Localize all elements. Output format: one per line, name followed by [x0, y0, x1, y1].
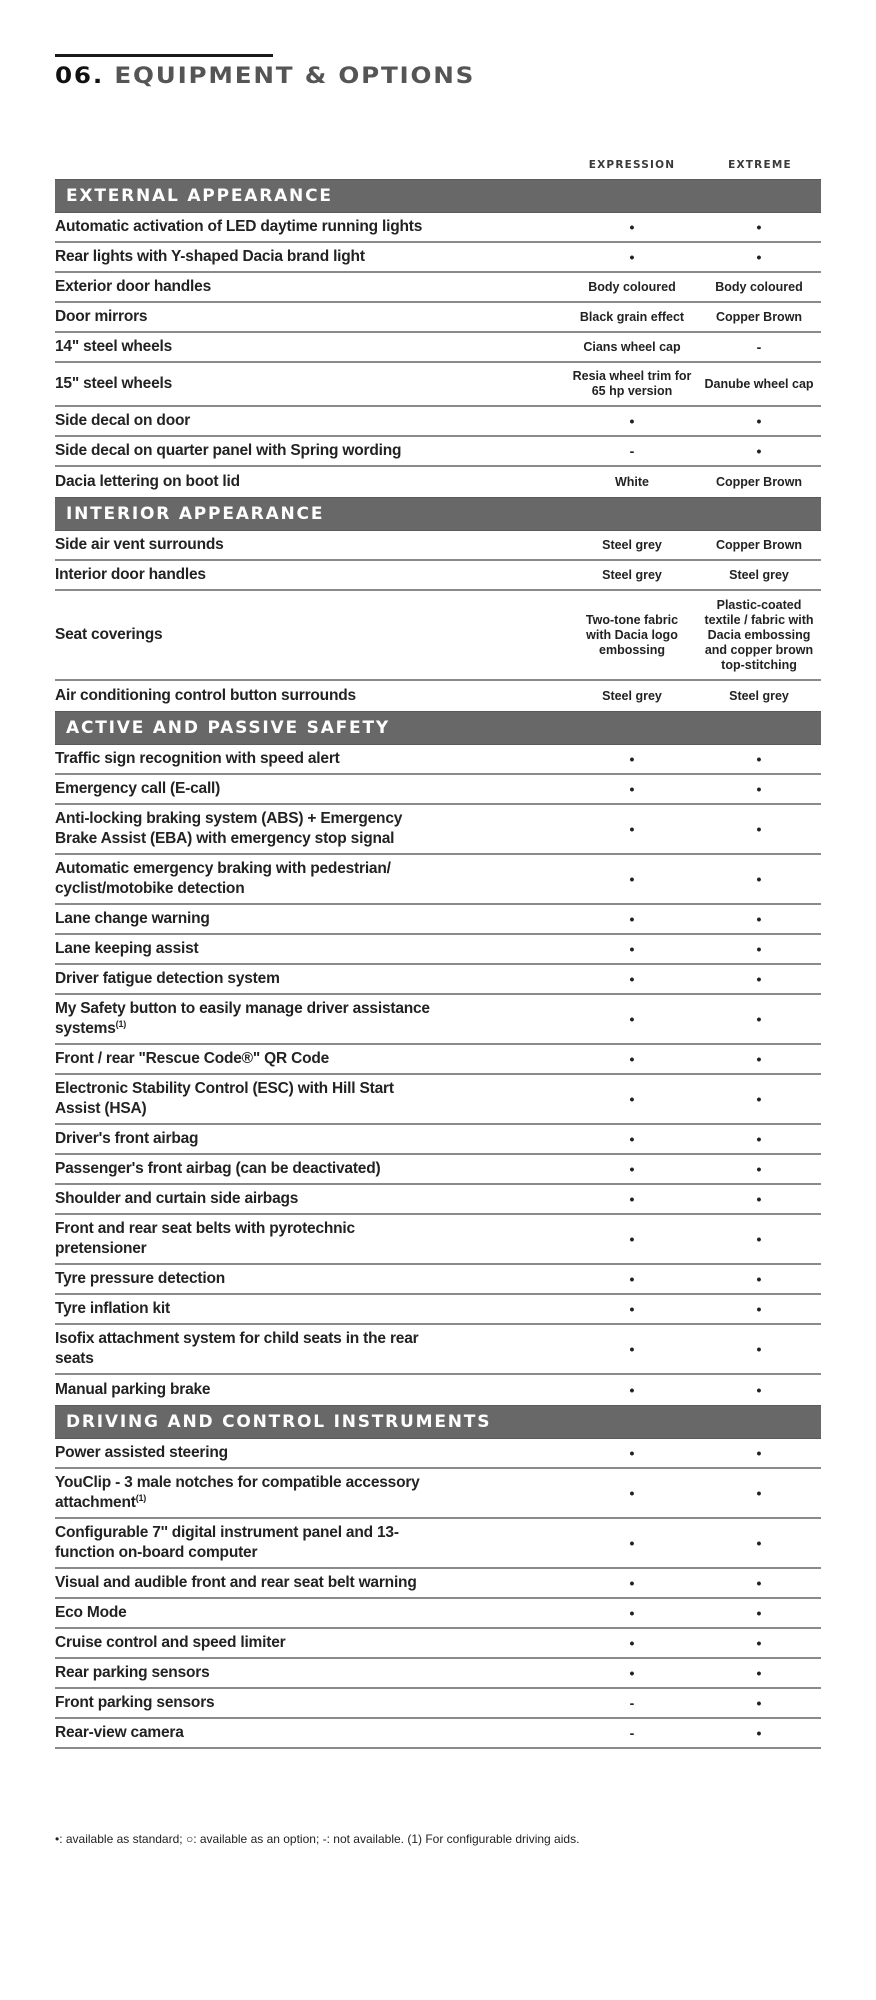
- section-number: 06.: [55, 64, 105, 89]
- row-label: Side decal on door: [55, 412, 191, 429]
- table-row: [55, 1629, 821, 1659]
- table-row: [55, 243, 821, 273]
- extreme-value: •: [756, 1160, 762, 1177]
- extreme-value: •: [756, 1300, 762, 1317]
- expression-value: Body coloured: [588, 279, 676, 294]
- expression-value: •: [629, 248, 635, 265]
- table-row: [55, 905, 821, 935]
- expression-value: Black grain effect: [579, 309, 685, 324]
- table-row: [55, 531, 821, 561]
- row-label: Shoulder and curtain side airbags: [55, 1190, 299, 1207]
- expression-value: •: [629, 780, 635, 797]
- row-label: Passenger's front airbag (can be deactivated): [55, 1160, 381, 1177]
- expression-value: •: [629, 1664, 635, 1681]
- expression-value: Cians wheel cap: [583, 339, 681, 354]
- table-row: [55, 437, 821, 467]
- legend-footnote: •: available as standard; ○: available as an option; -: not available. (1) For configurable driving aids.: [55, 1832, 580, 1846]
- extreme-value: Plastic-coated textile / fabric with Dacia embossing and copper brown top-stitching: [704, 597, 814, 672]
- table-row: [55, 1295, 821, 1325]
- expression-value: -: [629, 1694, 635, 1711]
- row-label: Cruise control and speed limiter: [55, 1634, 286, 1651]
- row-label: 14" steel wheels: [55, 338, 173, 355]
- expression-value: •: [629, 1574, 635, 1591]
- extreme-value: •: [756, 1230, 762, 1247]
- row-label: Dacia lettering on boot lid: [55, 473, 240, 490]
- row-label: Front parking sensors: [55, 1694, 215, 1711]
- expression-value: •: [629, 910, 635, 927]
- extreme-value: •: [756, 1484, 762, 1501]
- row-label: Configurable 7'' digital instrument panel and 13-function on-board computer: [55, 1524, 399, 1561]
- expression-value: •: [629, 1230, 635, 1247]
- table-row: [55, 1519, 821, 1569]
- expression-value: •: [629, 870, 635, 887]
- table-row: [55, 1719, 821, 1749]
- table-row: [55, 213, 821, 243]
- extreme-value: •: [756, 1604, 762, 1621]
- expression-value: •: [629, 218, 635, 235]
- row-label: Exterior door handles: [55, 278, 211, 295]
- extreme-value: -: [756, 338, 762, 355]
- expression-value: Steel grey: [602, 537, 662, 552]
- extreme-value: •: [756, 1090, 762, 1107]
- table-row: [55, 935, 821, 965]
- extreme-value: •: [756, 1634, 762, 1651]
- row-label: Interior door handles: [55, 566, 206, 583]
- row-label: Driver fatigue detection system: [55, 970, 280, 987]
- page-title: [55, 64, 475, 89]
- row-label: Front / rear "Rescue Code®" QR Code: [55, 1050, 330, 1067]
- row-label: Visual and audible front and rear seat belt warning: [55, 1574, 417, 1591]
- section-header-interior-appearance: INTERIOR APPEARANCE: [55, 497, 821, 531]
- table-row: [55, 303, 821, 333]
- row-label: Tyre pressure detection: [55, 1270, 225, 1287]
- row-label: Tyre inflation kit: [55, 1300, 170, 1317]
- extreme-value: Copper Brown: [715, 309, 803, 324]
- expression-value: •: [629, 1534, 635, 1551]
- table-row: [55, 1439, 821, 1469]
- section-header-active-passive-safety: ACTIVE AND PASSIVE SAFETY: [55, 711, 821, 745]
- table-row: [55, 1375, 821, 1405]
- expression-value: White: [614, 474, 650, 489]
- row-label: Door mirrors: [55, 308, 148, 325]
- row-label: Anti-locking braking system (ABS) + Emergency Brake Assist (EBA) with emergency stop signal: [55, 810, 403, 847]
- expression-value: -: [629, 1724, 635, 1741]
- extreme-value: •: [756, 1340, 762, 1357]
- extreme-value: •: [756, 870, 762, 887]
- expression-value: Two-tone fabric with Dacia logo embossing: [585, 612, 679, 657]
- table-row: [55, 1599, 821, 1629]
- extreme-value: •: [756, 412, 762, 429]
- table-row: [55, 1215, 821, 1265]
- expression-value: Steel grey: [602, 688, 662, 703]
- expression-value: •: [629, 1270, 635, 1287]
- extreme-value: •: [756, 1724, 762, 1741]
- row-label: Manual parking brake: [55, 1381, 211, 1398]
- table-row: [55, 1325, 821, 1375]
- table-row: [55, 775, 821, 805]
- footnote-ref: (1): [115, 1018, 127, 1029]
- table-row: [55, 1125, 821, 1155]
- expression-value: •: [629, 1050, 635, 1067]
- expression-value: •: [629, 1130, 635, 1147]
- expression-value: •: [629, 940, 635, 957]
- row-label: Side air vent surrounds: [55, 536, 224, 553]
- section-title: EQUIPMENT & OPTIONS: [114, 64, 476, 89]
- expression-value: •: [629, 1604, 635, 1621]
- row-label: Front and rear seat belts with pyrotechnic pretensioner: [55, 1220, 355, 1257]
- extreme-value: •: [756, 820, 762, 837]
- table-row: [55, 591, 821, 681]
- expression-value: •: [629, 1010, 635, 1027]
- row-label: Driver's front airbag: [55, 1130, 199, 1147]
- extreme-value: •: [756, 1534, 762, 1551]
- table-row: [55, 965, 821, 995]
- table-row: [55, 745, 821, 775]
- extreme-value: •: [756, 1381, 762, 1398]
- row-label: Automatic emergency braking with pedestrian/ cyclist/motobike detection: [55, 860, 391, 897]
- expression-value: •: [629, 1381, 635, 1398]
- extreme-value: •: [756, 1010, 762, 1027]
- expression-value: •: [629, 1340, 635, 1357]
- table-row: [55, 1155, 821, 1185]
- extreme-value: •: [756, 1190, 762, 1207]
- extreme-value: •: [756, 1270, 762, 1287]
- table-row: [55, 333, 821, 363]
- table-row: [55, 1569, 821, 1599]
- section-header-driving-control-instruments: DRIVING AND CONTROL INSTRUMENTS: [55, 1405, 821, 1439]
- expression-value: •: [629, 1484, 635, 1501]
- table-row: [55, 1265, 821, 1295]
- table-row: [55, 273, 821, 303]
- extreme-value: Copper Brown: [715, 474, 803, 489]
- row-label: Rear-view camera: [55, 1724, 184, 1741]
- extreme-value: •: [756, 1130, 762, 1147]
- row-label: Isofix attachment system for child seats in the rear seats: [55, 1330, 419, 1367]
- row-label: Eco Mode: [55, 1604, 127, 1621]
- row-label: Emergency call (E-call): [55, 780, 221, 797]
- expression-value: •: [629, 1190, 635, 1207]
- extreme-value: Steel grey: [729, 567, 789, 582]
- row-label: Traffic sign recognition with speed alert: [55, 750, 340, 767]
- row-label: Rear lights with Y-shaped Dacia brand light: [55, 248, 365, 265]
- table-row: [55, 681, 821, 711]
- table-row: [55, 561, 821, 591]
- expression-value: •: [629, 1160, 635, 1177]
- footnote-ref: (1): [135, 1492, 147, 1503]
- extreme-value: •: [756, 1574, 762, 1591]
- extreme-value: •: [756, 442, 762, 459]
- extreme-value: •: [756, 910, 762, 927]
- extreme-value: •: [756, 1664, 762, 1681]
- table-row: [55, 407, 821, 437]
- column-header-extreme: EXTREME: [728, 159, 792, 171]
- row-label: Air conditioning control button surrounds: [55, 687, 356, 704]
- table-row: [55, 1045, 821, 1075]
- expression-value: •: [629, 750, 635, 767]
- table-row: [55, 1659, 821, 1689]
- extreme-value: •: [756, 1444, 762, 1461]
- extreme-value: Body coloured: [715, 279, 803, 294]
- expression-value: •: [629, 412, 635, 429]
- row-label-text: My Safety button to easily manage driver assistance systems: [55, 1000, 430, 1037]
- expression-value: •: [629, 970, 635, 987]
- extreme-value: Danube wheel cap: [704, 376, 814, 391]
- row-label: Electronic Stability Control (ESC) with Hill Start Assist (HSA): [55, 1080, 394, 1117]
- expression-value: •: [629, 1300, 635, 1317]
- table-row: [55, 1689, 821, 1719]
- extreme-value: Steel grey: [729, 688, 789, 703]
- extreme-value: •: [756, 1694, 762, 1711]
- extreme-value: •: [756, 970, 762, 987]
- table-row: [55, 995, 821, 1045]
- expression-value: •: [629, 1090, 635, 1107]
- row-label: Seat coverings: [55, 626, 163, 643]
- extreme-value: •: [756, 218, 762, 235]
- table-row: [55, 467, 821, 497]
- extreme-value: •: [756, 248, 762, 265]
- row-label: [55, 1473, 435, 1513]
- extreme-value: •: [756, 780, 762, 797]
- expression-value: Resia wheel trim for 65 hp version: [572, 369, 692, 398]
- expression-value: -: [629, 442, 635, 459]
- row-label: Side decal on quarter panel with Spring wording: [55, 442, 402, 459]
- expression-value: •: [629, 1444, 635, 1461]
- table-row: [55, 363, 821, 407]
- extreme-value: Copper Brown: [715, 537, 803, 552]
- extreme-value: •: [756, 1050, 762, 1067]
- row-label: 15" steel wheels: [55, 375, 173, 392]
- extreme-value: •: [756, 750, 762, 767]
- table-row: [55, 805, 821, 855]
- row-label: Power assisted steering: [55, 1444, 228, 1461]
- table-row: [55, 1185, 821, 1215]
- title-rule: [55, 54, 273, 57]
- table-row: [55, 1469, 821, 1519]
- section-header-external-appearance: EXTERNAL APPEARANCE: [55, 179, 821, 213]
- row-label-text: YouClip - 3 male notches for compatible accessory attachment: [55, 1474, 420, 1511]
- column-header-expression: EXPRESSION: [588, 159, 676, 171]
- row-label: Lane keeping assist: [55, 940, 199, 957]
- row-label: Automatic activation of LED daytime running lights: [55, 218, 423, 235]
- table-row: [55, 855, 821, 905]
- expression-value: •: [629, 1634, 635, 1651]
- row-label: Lane change warning: [55, 910, 210, 927]
- table-row: [55, 1075, 821, 1125]
- row-label: Rear parking sensors: [55, 1664, 210, 1681]
- extreme-value: •: [756, 940, 762, 957]
- expression-value: Steel grey: [602, 567, 662, 582]
- row-label: [55, 999, 435, 1039]
- expression-value: •: [629, 820, 635, 837]
- equipment-table: [55, 179, 821, 1749]
